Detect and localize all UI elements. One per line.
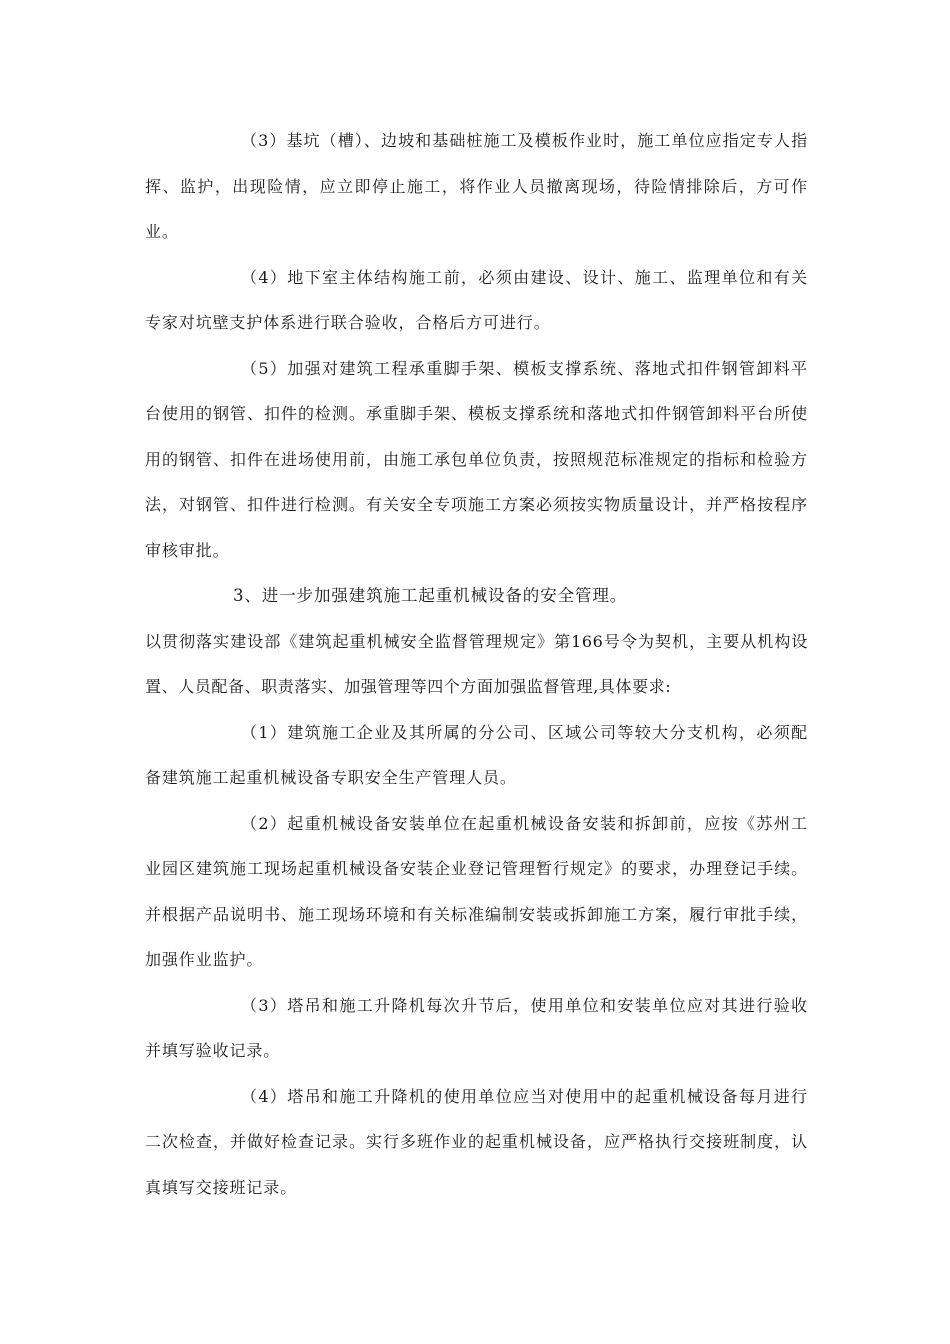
paragraph-item-1-staffing: （1）建筑施工企业及其所属的分公司、区域公司等较大分支机构，必须配备建筑施工起重机械设备专职安全生产管理人员。 (145, 722, 808, 787)
paragraph-item-5-scaffold: （5）加强对建筑工程承重脚手架、模板支撑系统、落地式扣件钢管卸料平台使用的钢管、扣件的检测。承重脚手架、模板支撑系统和落地式扣件钢管卸料平台所使用的钢管、扣件在进场使用前，由施工承包单位负责，按照规范标准规定的指标和检验方法，对钢管、扣件进行检测。有关安全专项施工方案必须按实物质量设计，并严格按程序审核审批。 (145, 358, 808, 560)
document-page (145, 118, 808, 1210)
paragraph-item-4-basement: （4）地下室主体结构施工前，必须由建设、设计、施工、监理单位和有关专家对坑壁支护体系进行联合验收，合格后方可进行。 (145, 267, 808, 332)
paragraph-item-3-excavation: （3）基坑（槽）、边坡和基础桩施工及模板作业时，施工单位应指定专人指挥、监护，出现险情，应立即停止施工，将作业人员撤离现场，待险情排除后，方可作业。 (145, 131, 808, 241)
paragraph-item-3-acceptance: （3）塔吊和施工升降机每次升节后，使用单位和安装单位应对其进行验收并填写验收记录。 (145, 995, 808, 1060)
section-heading-crane-safety: 3、进一步加强建筑施工起重机械设备的安全管理。 (233, 586, 628, 605)
paragraph-item-4-inspection: （4）塔吊和施工升降机的使用单位应当对使用中的起重机械设备每月进行二次检查，并做好检查记录。实行多班作业的起重机械设备，应严格执行交接班制度，认真填写交接班记录。 (145, 1086, 808, 1197)
paragraph-intro-requirements: 以贯彻落实建设部《建筑起重机械安全监督管理规定》第166号令为契机，主要从机构设置、人员配备、职责落实、加强管理等四个方面加强监督管理,具体要求: (145, 631, 808, 696)
paragraph-item-2-installation: （2）起重机械设备安装单位在起重机械设备安装和拆卸前，应按《苏州工业园区建筑施工现场起重机械设备安装企业登记管理暂行规定》的要求，办理登记手续。并根据产品说明书、施工现场环境和有关标准编制安装或拆卸施工方案，履行审批手续，加强作业监护。 (145, 813, 808, 969)
